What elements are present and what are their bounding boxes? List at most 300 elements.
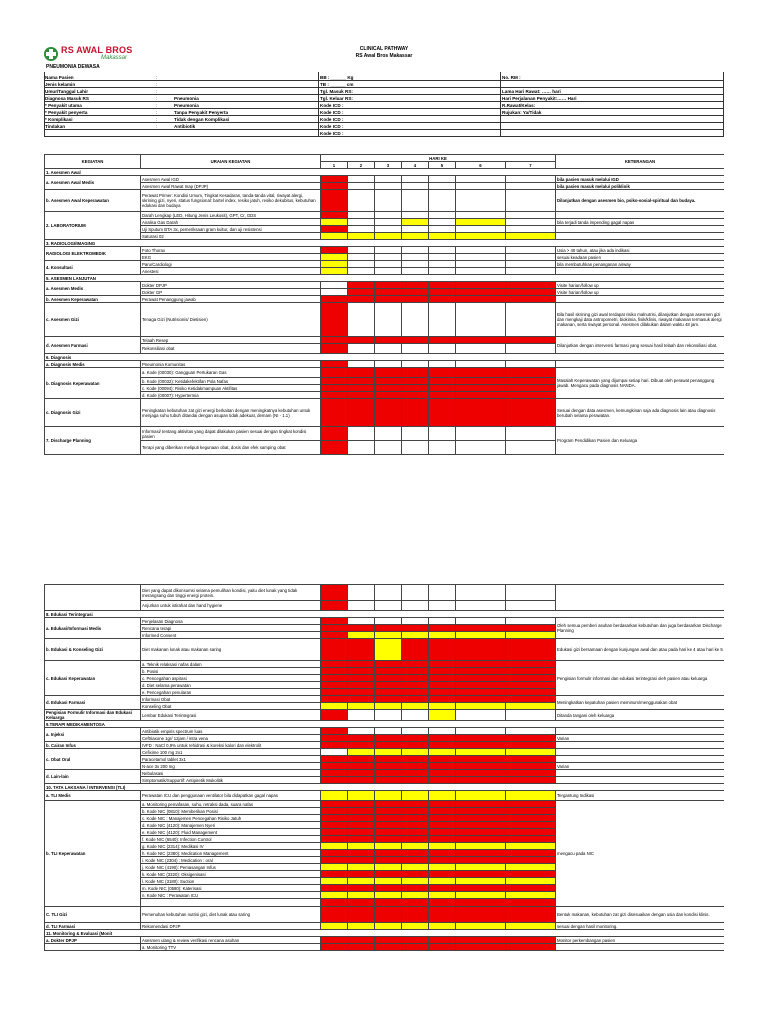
- day-cell: [506, 289, 556, 296]
- kegiatan-cell: b. Asesmen Keperawatan: [45, 296, 141, 303]
- pathway-table-1: [44, 154, 724, 455]
- table-row: [45, 611, 725, 618]
- grid-line: [500, 72, 501, 137]
- day-cell: [348, 247, 375, 254]
- keterangan-cell: sesuai dengan hasil monitoring.: [556, 923, 725, 930]
- day-cell: [402, 791, 429, 801]
- uraian-cell: Perawatan ICU dan penggunaan ventilator bila didapatkan gagal napas: [141, 791, 321, 801]
- pathway-table-2: [44, 584, 724, 951]
- day-cell: [348, 836, 375, 843]
- info-label: Jenis kelamin: [45, 82, 76, 87]
- day-cell: [506, 632, 556, 639]
- day-cell: [429, 682, 456, 689]
- uraian-cell: Perawat Primer: Kondisi Umum, Tingkat Kesadaran, tanda-tanda vital, riwayat alergi, skrining gizi, nyeri, status fungsional: bartel index, resiko jatuh, resiko dekubitus, kebutuhan edukasi dan budaya: [141, 190, 321, 212]
- day-cell: [456, 878, 506, 885]
- info-colon: :: [156, 124, 158, 129]
- info-mid: Tgl. Keluar RS:: [320, 96, 353, 101]
- day-cell: [348, 742, 375, 749]
- day-cell: [429, 689, 456, 696]
- day-cell: [348, 303, 375, 337]
- day-cell: [402, 226, 429, 233]
- day-cell: [506, 268, 556, 275]
- day-cell: [456, 427, 506, 441]
- kegiatan-cell: a. Asesmen Medis: [45, 282, 141, 296]
- day-cell: [402, 907, 429, 923]
- uraian-cell: a. Monitoring pemafasan, suhu, retraksi dada, suara nafas: [141, 801, 321, 808]
- day-cell: [429, 625, 456, 632]
- day-cell: [456, 639, 506, 661]
- day-cell: [321, 378, 348, 385]
- uraian-cell: Dokter DPJP: [141, 282, 321, 289]
- day-cell: [321, 392, 348, 399]
- keterangan-cell: [556, 770, 725, 777]
- day-cell: [456, 728, 506, 735]
- patient-info-grid: [44, 72, 724, 154]
- day-cell: [375, 183, 402, 190]
- day-cell: [321, 247, 348, 254]
- day-cell: [402, 857, 429, 864]
- day-cell: [348, 361, 375, 368]
- day-cell: [506, 899, 556, 907]
- uraian-cell: Foto Thorax: [141, 247, 321, 254]
- day-cell: [375, 385, 402, 392]
- day-cell: [402, 801, 429, 808]
- day-cell: [402, 763, 429, 770]
- day-cell: [429, 226, 456, 233]
- day-cell: [506, 822, 556, 829]
- kegiatan-cell: Pengisian Formulir Informasi dan Edukasi Keluarga: [45, 710, 141, 721]
- day-cell: [429, 618, 456, 625]
- day-cell: [429, 749, 456, 756]
- day-cell: [429, 857, 456, 864]
- day-cell: [506, 176, 556, 183]
- day-cell: [456, 857, 506, 864]
- day-cell: [321, 728, 348, 735]
- day-cell: [402, 770, 429, 777]
- day-cell: [402, 944, 429, 951]
- info-row: [44, 95, 724, 102]
- uraian-cell: Asesmen Awal Rawat Inap (DPJP): [141, 183, 321, 190]
- day-cell: [348, 749, 375, 756]
- table-row: [45, 661, 725, 668]
- day-cell: [375, 668, 402, 675]
- day-cell: [348, 675, 375, 682]
- day-cell: [375, 378, 402, 385]
- day-cell: [429, 212, 456, 219]
- day-cell: [456, 247, 506, 254]
- day-cell: [456, 777, 506, 784]
- info-colon: :: [156, 96, 158, 101]
- day-cell: [348, 892, 375, 899]
- day-cell: [348, 885, 375, 892]
- day-cell: [375, 944, 402, 951]
- info-value: Tidak dengan Komplikasi: [174, 117, 230, 122]
- table-row: [45, 930, 725, 937]
- day-cell: [321, 777, 348, 784]
- day-cell: [429, 427, 456, 441]
- day-cell: [321, 937, 348, 944]
- day-cell: [429, 385, 456, 392]
- day-cell: [506, 585, 556, 601]
- section-heading: 11. Monitoring & Evaluasi (Monit: [45, 930, 725, 937]
- day-cell: [348, 710, 375, 721]
- keterangan-cell: [556, 749, 725, 756]
- day-cell: [321, 268, 348, 275]
- day-cell: [321, 337, 348, 344]
- day-cell: [506, 233, 556, 240]
- uraian-cell: Lembar Edukasi Terintegrasi: [141, 710, 321, 721]
- keterangan-cell: bila terjadi tanda impending gagal napas: [556, 219, 725, 226]
- keterangan-cell: [556, 233, 725, 240]
- day-cell: [402, 808, 429, 815]
- day-header: 6: [456, 162, 506, 169]
- day-cell: [506, 427, 556, 441]
- uraian-cell: e. Kode NIC (4120): Fluid Management: [141, 829, 321, 836]
- uraian-cell: d. Kode (00007): Hypertermia: [141, 392, 321, 399]
- day-cell: [402, 261, 429, 268]
- day-cell: [321, 661, 348, 668]
- day-cell: [321, 892, 348, 899]
- day-cell: [375, 937, 402, 944]
- day-cell: [348, 878, 375, 885]
- kegiatan-cell: b. TLI Keperawatan: [45, 801, 141, 907]
- day-cell: [402, 749, 429, 756]
- day-cell: [348, 639, 375, 661]
- day-cell: [456, 871, 506, 878]
- day-cell: [456, 601, 506, 611]
- day-cell: [348, 183, 375, 190]
- day-cell: [506, 937, 556, 944]
- day-cell: [506, 399, 556, 427]
- day-cell: [506, 777, 556, 784]
- pathway-page-1: [44, 44, 724, 490]
- day-cell: [375, 696, 402, 703]
- day-cell: [506, 639, 556, 661]
- day-cell: [506, 247, 556, 254]
- info-row: [44, 116, 724, 123]
- day-cell: [456, 661, 506, 668]
- day-cell: [375, 441, 402, 455]
- day-cell: [375, 857, 402, 864]
- header-keterangan: KETERANGAN: [556, 155, 725, 169]
- uraian-cell: Pemenuhan kebutuhan nutrisi gizi, diet lunak atau saring: [141, 907, 321, 923]
- table-row: [45, 296, 725, 303]
- day-cell: [375, 212, 402, 219]
- day-cell: [456, 907, 506, 923]
- keterangan-cell: bila pasien masuk melalui IGD: [556, 176, 725, 183]
- kegiatan-cell: a. Diagnosis Medis: [45, 361, 141, 368]
- day-cell: [402, 836, 429, 843]
- info-right: Rujukan: Ya/Tidak: [502, 110, 542, 115]
- info-row: [44, 102, 724, 109]
- keterangan-cell: Varian: [556, 735, 725, 742]
- uraian-cell: Dokter GP: [141, 289, 321, 296]
- day-cell: [321, 226, 348, 233]
- day-cell: [321, 441, 348, 455]
- day-cell: [348, 392, 375, 399]
- day-cell: [321, 183, 348, 190]
- day-cell: [375, 303, 402, 337]
- kegiatan-cell: b. Cairan Infus: [45, 742, 141, 749]
- day-cell: [402, 303, 429, 337]
- day-cell: [506, 703, 556, 710]
- uraian-cell: a. Kode (00030): Gangguan Pertukaran Gas: [141, 368, 321, 378]
- info-mid: Kode ICD :: [320, 117, 344, 122]
- uraian-cell: Analisa Gas Darah: [141, 219, 321, 226]
- day-cell: [375, 801, 402, 808]
- uraian-cell: c. Kode NIC : Manajemen Pencegahan Risiko Jatuh: [141, 815, 321, 822]
- keterangan-cell: [556, 728, 725, 735]
- uraian-cell: Antibiotik empiris spectrum luas: [141, 728, 321, 735]
- day-cell: [321, 829, 348, 836]
- uraian-cell: Informed Consent: [141, 632, 321, 639]
- day-cell: [402, 427, 429, 441]
- day-cell: [456, 791, 506, 801]
- table-row: [45, 763, 725, 770]
- section-heading: 6. Diagnosis: [45, 354, 725, 361]
- day-cell: [456, 254, 506, 261]
- day-cell: [348, 282, 375, 289]
- section-heading: 8. Edukasi Terintegrasi: [45, 611, 725, 618]
- day-cell: [402, 361, 429, 368]
- uraian-cell: e. Pencegahan penularan: [141, 689, 321, 696]
- day-cell: [429, 219, 456, 226]
- day-cell: [375, 749, 402, 756]
- uraian-cell: Terapi yang diberikan meliputi kegunaan obat, dosis dan efek samping obat: [141, 441, 321, 455]
- keterangan-cell: [556, 268, 725, 275]
- day-cell: [402, 247, 429, 254]
- day-cell: [348, 801, 375, 808]
- keterangan-cell: Sesuai dengan data asesmen, kemungkinan saja ada diagnosis lain atau diagnosis berubah selama perawatan.: [556, 399, 725, 427]
- uraian-cell: c. Pencegahan aspirasi: [141, 675, 321, 682]
- day-cell: [429, 233, 456, 240]
- day-cell: [402, 585, 429, 601]
- day-cell: [456, 836, 506, 843]
- table-row: [45, 696, 725, 703]
- day-cell: [456, 710, 506, 721]
- day-cell: [375, 689, 402, 696]
- day-cell: [506, 441, 556, 455]
- keterangan-cell: [556, 944, 725, 951]
- uraian-cell: Diet yang dapat dikonsumsi selama pemulihan kondisi, yaitu diet lunak yang tidak merangsang dan tinggi energi protein.: [141, 585, 321, 601]
- day-cell: [375, 282, 402, 289]
- day-cell: [456, 843, 506, 850]
- day-cell: [456, 668, 506, 675]
- table-row: [45, 183, 725, 190]
- day-cell: [375, 190, 402, 212]
- keterangan-cell: Bila hasil skrining gizi awal terdapat risiko malnutrisi, dilanjutkan dengan asesmen gizi dan mengkaji data antropometri, biokimia, fisik/klinis, riwayat makanan termasuk alergi makanan, serta riwayat personal. Asesmen dilakukan dalam waktu 48 jam.: [556, 303, 725, 337]
- day-cell: [456, 361, 506, 368]
- info-mid: Tgl. Masuk RS:: [320, 89, 353, 94]
- day-cell: [429, 441, 456, 455]
- table-row: [45, 254, 725, 261]
- kegiatan-cell: 7. Discharge Planning: [45, 427, 141, 455]
- uraian-cell: Diet makanan lunak atau makanan saring: [141, 639, 321, 661]
- uraian-cell: Saturasi 02: [141, 233, 321, 240]
- day-cell: [456, 899, 506, 907]
- header-kegiatan: KEGIATAN: [45, 155, 141, 169]
- info-colon: :: [156, 89, 158, 94]
- day-cell: [506, 763, 556, 770]
- day-cell: [456, 233, 506, 240]
- day-cell: [375, 399, 402, 427]
- day-cell: [402, 735, 429, 742]
- day-cell: [506, 735, 556, 742]
- day-cell: [321, 639, 348, 661]
- day-cell: [321, 857, 348, 864]
- day-cell: [348, 661, 375, 668]
- day-cell: [429, 850, 456, 857]
- day-cell: [402, 892, 429, 899]
- info-label: Diagnosa Masuk RS: [45, 96, 89, 101]
- day-cell: [375, 923, 402, 930]
- table-row: [45, 361, 725, 368]
- day-cell: [429, 728, 456, 735]
- info-label: Nama Pasien: [45, 75, 74, 80]
- day-cell: [321, 427, 348, 441]
- day-cell: [321, 749, 348, 756]
- day-cell: [348, 728, 375, 735]
- table-row: [45, 639, 725, 661]
- kegiatan-cell: b. Edukasi & Konseling Gizi: [45, 639, 141, 661]
- day-cell: [402, 850, 429, 857]
- day-cell: [321, 742, 348, 749]
- kegiatan-cell: C. TLI Gizi: [45, 907, 141, 923]
- day-cell: [321, 682, 348, 689]
- uraian-cell: Paru/Cardiologi: [141, 261, 321, 268]
- table-row: [45, 742, 725, 749]
- day-cell: [321, 696, 348, 703]
- day-cell: [429, 907, 456, 923]
- day-cell: [375, 176, 402, 183]
- day-cell: [456, 923, 506, 930]
- day-cell: [506, 337, 556, 344]
- day-cell: [429, 923, 456, 930]
- day-cell: [456, 703, 506, 710]
- table-row: [45, 247, 725, 254]
- day-cell: [375, 836, 402, 843]
- keterangan-cell: Edukasi gizi bersamaan dengan kunjungan awal dan atau pada hari ke 4 atau hari ke 5: [556, 639, 725, 661]
- day-cell: [429, 668, 456, 675]
- info-mid: Kode ICD :: [320, 110, 344, 115]
- day-cell: [321, 944, 348, 951]
- day-cell: [375, 675, 402, 682]
- info-right: Hari Perjalanan Penyakit:…… Hari: [502, 96, 577, 101]
- day-cell: [402, 212, 429, 219]
- info-colon: :: [156, 110, 158, 115]
- day-cell: [506, 923, 556, 930]
- info-colon: :: [156, 103, 158, 108]
- day-cell: [321, 385, 348, 392]
- day-cell: [456, 303, 506, 337]
- day-cell: [402, 710, 429, 721]
- table-row: [45, 190, 725, 212]
- info-mid: TB : ______ cm: [320, 82, 354, 87]
- day-cell: [375, 233, 402, 240]
- day-cell: [348, 899, 375, 907]
- day-cell: [348, 427, 375, 441]
- day-cell: [348, 871, 375, 878]
- uraian-cell: n. Kode NIC : Perawatan ICU: [141, 892, 321, 899]
- day-cell: [375, 344, 402, 354]
- day-cell: [429, 183, 456, 190]
- uraian-cell: Peningkatan kebutuhan zat gizi energi berkaitan dengan meningkatnya kebutuhan untuk menjaga suhu tubuh ditandai dengan asupan tidak adekuat, demam (NI - 1.1): [141, 399, 321, 427]
- day-cell: [456, 735, 506, 742]
- table-row: [45, 212, 725, 219]
- day-cell: [375, 261, 402, 268]
- day-cell: [348, 923, 375, 930]
- day-cell: [506, 261, 556, 268]
- day-cell: [321, 254, 348, 261]
- day-cell: [321, 923, 348, 930]
- day-cell: [402, 176, 429, 183]
- day-cell: [506, 742, 556, 749]
- day-cell: [348, 937, 375, 944]
- table-row: [45, 399, 725, 427]
- day-cell: [375, 808, 402, 815]
- day-cell: [321, 756, 348, 763]
- uraian-cell: Asesmen Awal IGD: [141, 176, 321, 183]
- keterangan-cell: bila membutuhkan penanganan airway: [556, 261, 725, 268]
- day-cell: [321, 808, 348, 815]
- day-cell: [375, 427, 402, 441]
- table-row: [45, 770, 725, 777]
- day-cell: [321, 899, 348, 907]
- day-cell: [348, 682, 375, 689]
- day-cell: [456, 585, 506, 601]
- uraian-cell: Pneumonia Komunitas: [141, 361, 321, 368]
- day-cell: [429, 247, 456, 254]
- pathway-page-2: [44, 584, 724, 1024]
- day-cell: [429, 632, 456, 639]
- table-row: [45, 937, 725, 944]
- day-cell: [456, 392, 506, 399]
- day-cell: [348, 268, 375, 275]
- day-cell: [429, 675, 456, 682]
- kegiatan-cell: RADIOLOGI ELEKTROMEDIK: [45, 247, 141, 261]
- table-row: [45, 735, 725, 742]
- day-cell: [402, 601, 429, 611]
- info-value: Antibiotik: [174, 124, 196, 129]
- info-value: Pneumonia: [174, 103, 199, 108]
- keterangan-cell: [556, 777, 725, 784]
- document-title: CLINICAL PATHWAY: [359, 46, 409, 52]
- day-cell: [506, 254, 556, 261]
- day-cell: [375, 885, 402, 892]
- day-cell: [506, 808, 556, 815]
- day-cell: [348, 625, 375, 632]
- day-cell: [348, 176, 375, 183]
- info-colon: :: [156, 75, 158, 80]
- table-row: [45, 240, 725, 247]
- day-cell: [402, 742, 429, 749]
- table-row: [45, 219, 725, 226]
- day-cell: [321, 822, 348, 829]
- keterangan-cell: [556, 226, 725, 233]
- day-cell: [321, 585, 348, 601]
- day-cell: [375, 756, 402, 763]
- day-cell: [348, 337, 375, 344]
- day-cell: [506, 361, 556, 368]
- table-row: [45, 282, 725, 289]
- day-cell: [402, 668, 429, 675]
- table-row: [45, 728, 725, 735]
- day-cell: [429, 289, 456, 296]
- day-cell: [348, 399, 375, 427]
- day-cell: [456, 368, 506, 378]
- day-cell: [456, 864, 506, 871]
- day-cell: [321, 361, 348, 368]
